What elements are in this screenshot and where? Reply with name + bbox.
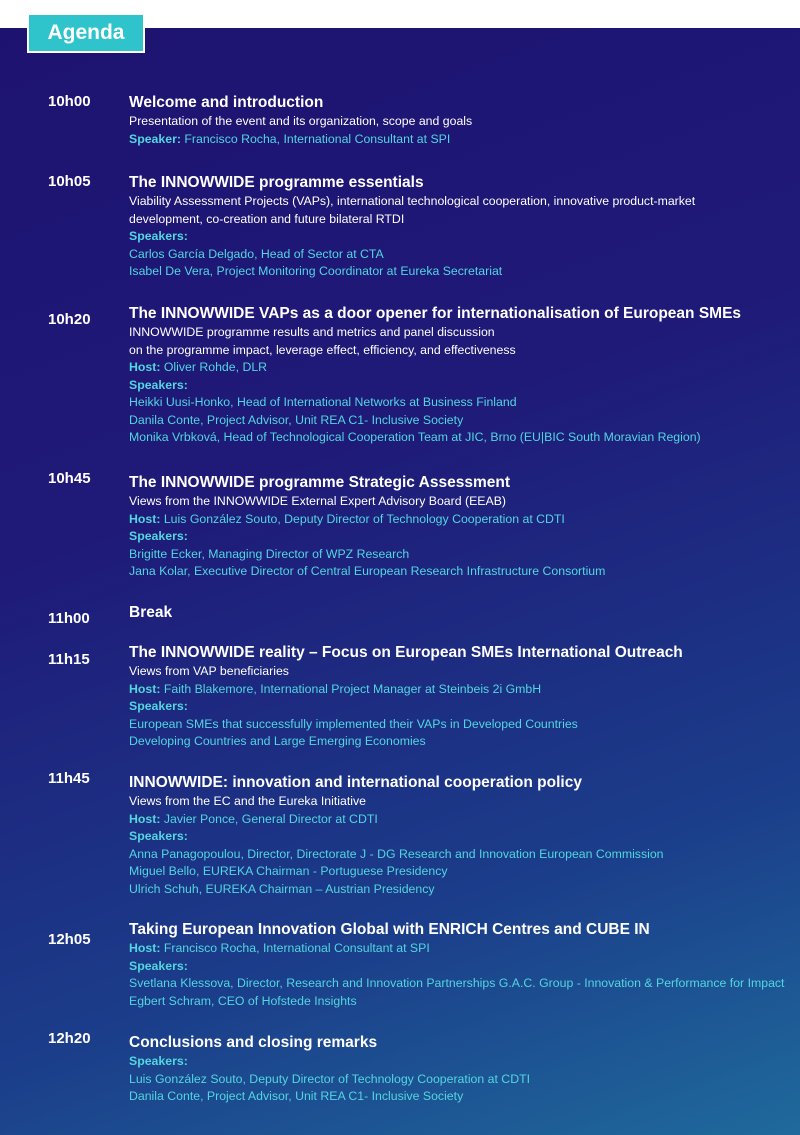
host-label: Host: — [129, 360, 161, 374]
session-title: The INNOWWIDE reality – Focus on European SMEs International Outreach — [129, 644, 683, 661]
host-line — [129, 681, 779, 699]
session-description: Views from the EC and the Eureka Initiative — [129, 794, 366, 808]
speakers-label — [129, 528, 779, 546]
host-label: Host: — [129, 941, 161, 955]
speaker-label: Speaker: — [129, 131, 181, 146]
speakers-label — [129, 228, 779, 246]
host-name: Luis González Souto, Deputy Director of Technology Cooperation at CDTI — [163, 511, 565, 526]
speaker-entry: Danila Conte, Project Advisor, Unit REA C1- Inclusive Society — [129, 412, 464, 427]
speakers-label-text: Speakers: — [129, 958, 188, 973]
speakers-label-text: Speakers: — [129, 829, 188, 843]
session-title: Break — [129, 604, 173, 621]
session-time: 12h20 — [48, 1030, 91, 1047]
session-time: 11h00 — [48, 610, 90, 627]
session-time: 10h20 — [48, 311, 91, 328]
speaker-entry: Carlos García Delgado, Head of Sector at CTA — [129, 246, 384, 261]
host-name: Francisco Rocha, International Consultant at SPI — [163, 941, 430, 955]
speaker-entry: Egbert Schram, CEO of Hofstede Insights — [129, 993, 357, 1008]
speaker-entry: Brigitte Ecker, Managing Director of WPZ Research — [129, 546, 410, 561]
session-time: 12h05 — [48, 931, 91, 948]
session-description: Views from VAP beneficiaries — [129, 664, 289, 678]
speaker-entry: Developing Countries and Large Emerging Economies — [129, 734, 426, 748]
speaker-entry: Ulrich Schuh, EUREKA Chairman – Austrian Presidency — [129, 881, 435, 896]
session-title: The INNOWWIDE programme essentials — [129, 174, 424, 191]
speaker-entry: Monika Vrbková, Head of Technological Cooperation Team at JIC, Brno (EU|BIC South Moravian Region) — [129, 430, 701, 444]
session-description: development, co-creation and future bilateral RTDI — [129, 211, 405, 226]
host-name: Faith Blakemore, International Project Manager at Steinbeis 2i GmbH — [163, 681, 542, 696]
speakers-label-text: Speakers: — [129, 229, 188, 243]
speaker-entry: Heikki Uusi-Honko, Head of International Networks at Business Finland — [129, 395, 517, 409]
speaker-entry: Danila Conte, Project Advisor, Unit REA C1- Inclusive Society — [129, 1089, 464, 1103]
speaker-entry: Luis González Souto, Deputy Director of Technology Cooperation at CDTI — [129, 1071, 530, 1086]
session-time: 11h45 — [48, 770, 90, 787]
host-line — [129, 940, 779, 958]
speaker-entry: Svetlana Klessova, Director, Research and Innovation Partnerships G.A.C. Group - Innovation & Performance for Impact — [129, 976, 785, 990]
session-time: 10h45 — [48, 470, 91, 487]
session-time: 10h00 — [48, 93, 91, 110]
session-description: Viability Assessment Projects (VAPs), international technological cooperation, innovative product-market — [129, 194, 696, 208]
speaker-line — [129, 131, 779, 149]
speakers-label-text: Speakers: — [129, 699, 188, 713]
speakers-label — [129, 377, 779, 395]
host-line — [129, 511, 779, 529]
speakers-label — [129, 1053, 779, 1071]
speakers-label — [129, 958, 779, 976]
host-label: Host: — [129, 681, 161, 696]
speaker-name: Francisco Rocha, International Consultant at SPI — [184, 131, 451, 146]
session-title: Taking European Innovation Global with ENRICH Centres and CUBE IN — [129, 921, 650, 938]
host-label: Host: — [129, 811, 161, 826]
session-title: The INNOWWIDE VAPs as a door opener for internationalisation of European SMEs — [129, 305, 742, 322]
session-title: INNOWWIDE: innovation and international cooperation policy — [129, 774, 582, 791]
session-title: The INNOWWIDE programme Strategic Assessment — [129, 474, 510, 491]
session-description: on the programme impact, leverage effect, efficiency, and effectiveness — [129, 342, 516, 357]
host-name: Oliver Rohde, DLR — [163, 360, 268, 374]
speaker-entry: European SMEs that successfully implemented their VAPs in Developed Countries — [129, 716, 578, 731]
speaker-entry: Isabel De Vera, Project Monitoring Coordinator at Eureka Secretariat — [129, 264, 503, 278]
session-title: Conclusions and closing remarks — [129, 1034, 378, 1051]
session-time: 11h15 — [48, 651, 90, 668]
speakers-label-text: Speakers: — [129, 529, 188, 543]
session-time: 10h05 — [48, 173, 91, 190]
speakers-label-text: Speakers: — [129, 1054, 188, 1068]
speaker-entry: Miguel Bello, EUREKA Chairman - Portuguese Presidency — [129, 864, 448, 878]
session-title: Welcome and introduction — [129, 94, 324, 111]
speakers-label — [129, 828, 779, 846]
speaker-entry: Jana Kolar, Executive Director of Central European Research Infrastructure Consortium — [129, 564, 606, 578]
session-description: Presentation of the event and its organization, scope and goals — [129, 114, 473, 128]
host-name: Javier Ponce, General Director at CDTI — [163, 811, 378, 826]
speaker-entry: Anna Panagopoulou, Director, Directorate J - DG Research and Innovation European Commission — [129, 846, 664, 861]
agenda-badge: Agenda — [27, 13, 145, 53]
host-line — [129, 359, 779, 377]
session-description: INNOWWIDE programme results and metrics and panel discussion — [129, 325, 495, 339]
speakers-label-text: Speakers: — [129, 377, 188, 392]
host-label: Host: — [129, 511, 161, 526]
speakers-label — [129, 698, 779, 716]
session-description: Views from the INNOWWIDE External Expert Advisory Board (EEAB) — [129, 494, 506, 508]
host-line — [129, 811, 779, 829]
